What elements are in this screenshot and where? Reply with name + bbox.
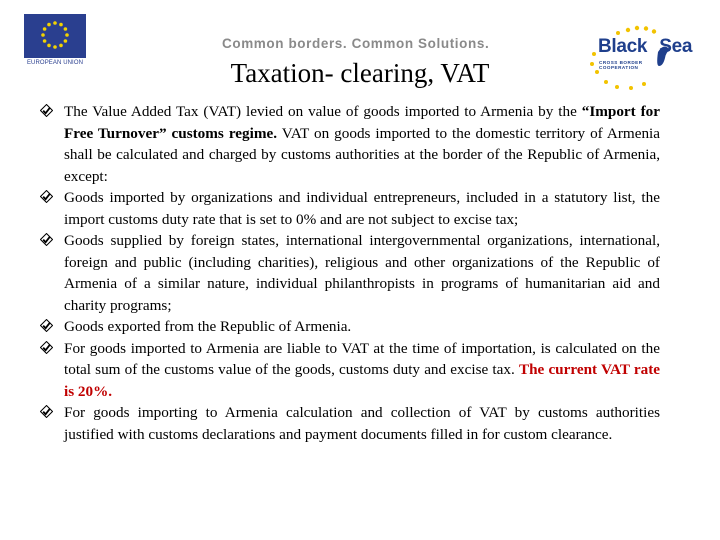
slide-title: Taxation- clearing, VAT	[230, 58, 490, 88]
checkmark-diamond-icon	[40, 190, 53, 203]
black-sea-subtitle-line: CROSS BORDER	[599, 60, 643, 65]
checkmark-diamond-icon	[40, 319, 53, 332]
checkmark-diamond-icon	[40, 104, 53, 117]
bullet-text-part: The Value Added Tax (VAT) levied on value of goods imported to Armenia by the	[64, 103, 582, 120]
black-sea-name	[598, 36, 692, 58]
bullet-item	[40, 316, 660, 338]
bullet-item	[40, 230, 660, 316]
customs-regime-name: “Import for Free Turnover” customs regime.	[64, 103, 660, 142]
bullet-text: For goods importing to Armenia calculation and collection of VAT by customs authorities justified with customs declarations and payment documents filled in for custom clearance.	[64, 404, 660, 443]
checkmark-diamond-icon	[40, 341, 53, 354]
bullet-text: Goods exported from the Republic of Armenia.	[64, 318, 352, 335]
checkmark-diamond-icon	[40, 405, 53, 418]
bullet-text	[64, 338, 660, 403]
bullet-text: Goods imported by organizations and individual entrepreneurs, included in a statutory list, the import customs duty rate that is set to 0% and are not subject to excise tax;	[64, 189, 660, 228]
bullet-text: Goods supplied by foreign states, international intergovernmental organizations, international, foreign and public (including charities), religious and other organizations of the Republic of Armenia of a similar nature, individual philanthropists in programs of humanitarian aid and charity programs;	[64, 232, 660, 314]
eu-caption: EUROPEAN UNION	[26, 60, 84, 66]
black-sea-name-part1: Black	[598, 36, 648, 57]
vat-rate-highlight: The current VAT rate is 20%.	[64, 361, 660, 400]
bullet-item	[40, 187, 660, 230]
black-sea-subtitle-line: COOPERATION	[599, 65, 639, 71]
bullet-text-part: VAT on goods imported to the domestic territory of Armenia shall be calculated and charged by customs authorities at the border of the Republic of Armenia, except:	[64, 124, 660, 185]
bullet-item	[40, 402, 660, 445]
bullet-list	[40, 101, 660, 445]
bullet-text-part: For goods imported to Armenia are liable to VAT at the time of importation, is calculated on the total sum of the customs value of the goods, customs duty and excise tax.	[64, 339, 660, 378]
bullet-item	[40, 101, 660, 187]
bullet-text	[64, 101, 660, 187]
bullet-item	[40, 338, 660, 403]
black-sea-name-part2: Sea	[659, 36, 693, 57]
slogan: Common borders. Common Solutions.	[222, 36, 490, 51]
checkmark-diamond-icon	[40, 233, 53, 246]
eu-flag-icon	[24, 14, 86, 58]
